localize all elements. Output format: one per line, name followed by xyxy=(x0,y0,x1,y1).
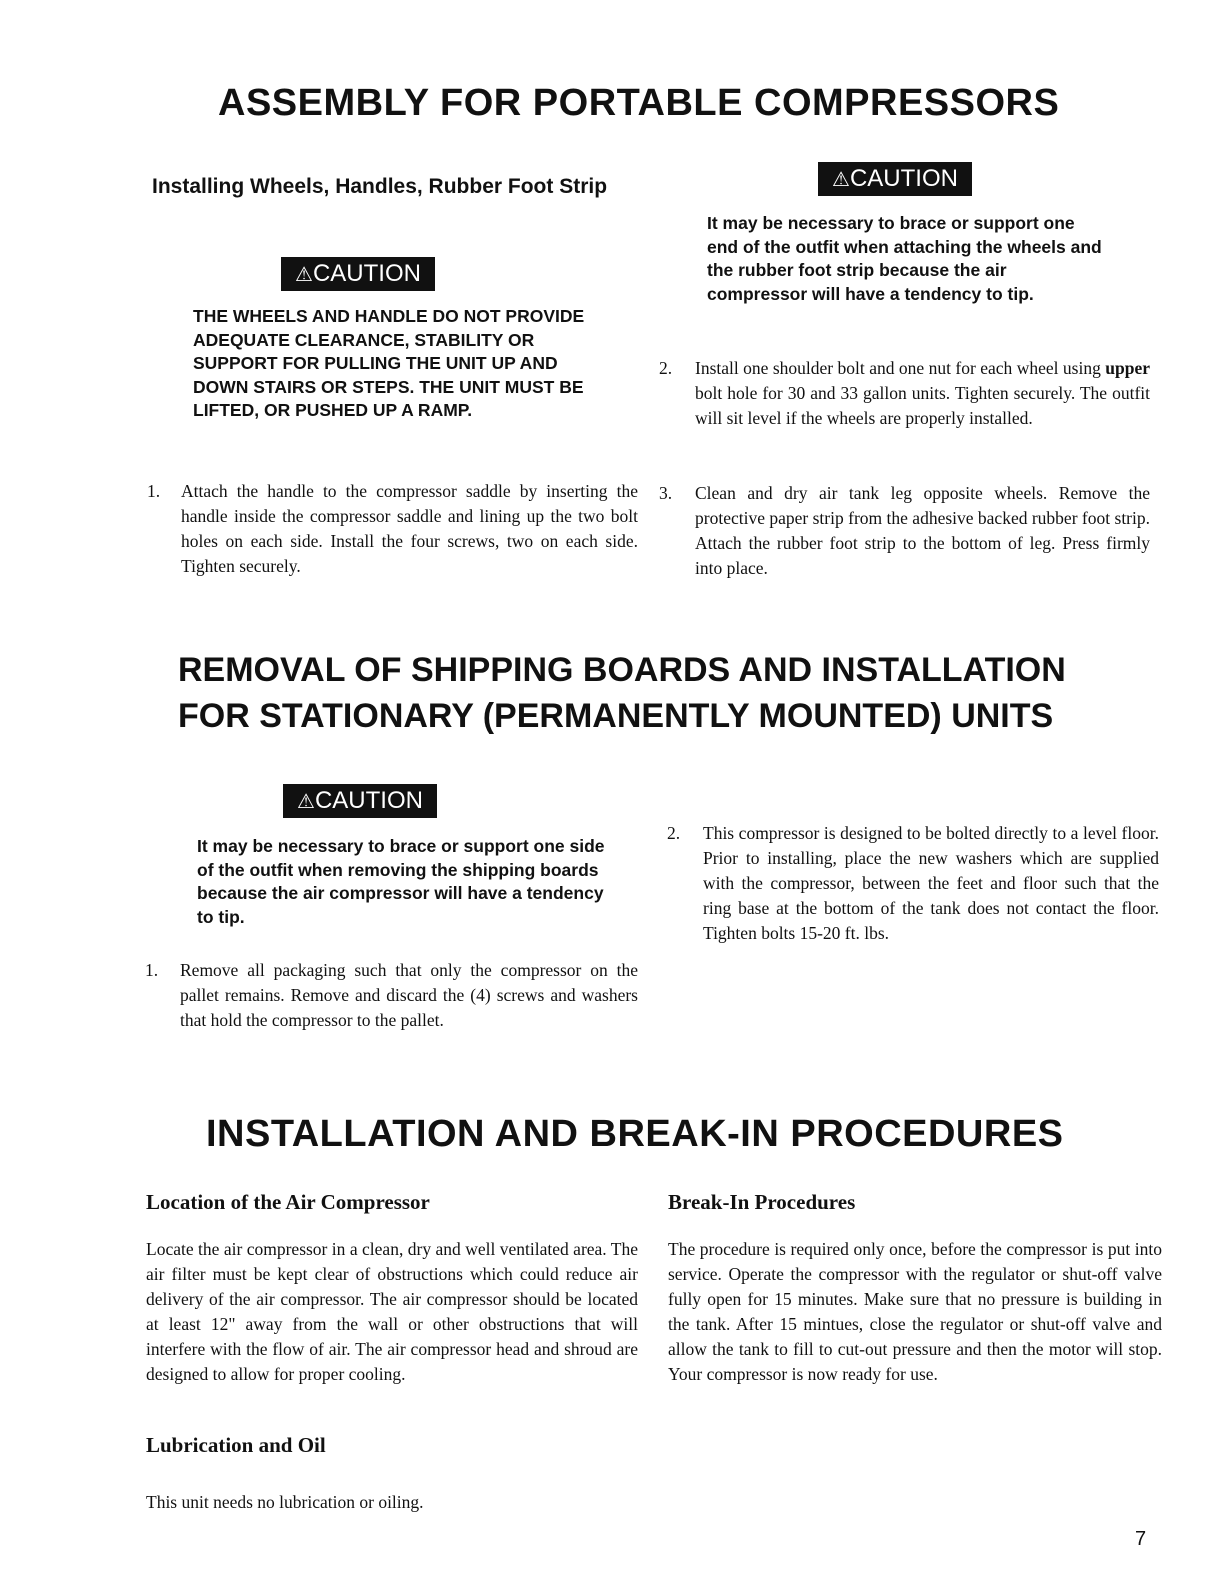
warning-triangle-icon: ⚠ xyxy=(295,264,313,286)
step-number: 3. xyxy=(659,483,673,503)
warning-triangle-icon: ⚠ xyxy=(832,169,850,191)
step-text-part: bolt hole for 30 and 33 gallon units. Tighten securely. The outfit will sit level if the wheels are properly installed. xyxy=(695,383,1150,428)
step-text: Attach the handle to the compressor saddle by inserting the handle inside the compressor saddle and lining up the two bolt holes on each side. Install the four screws, two on each side. Tighten securely. xyxy=(181,481,638,576)
location-paragraph: Locate the air compressor in a clean, dry and well ventilated area. The air filter must be kept clear of obstructions which could reduce air delivery of the air compressor. The air compressor should be located at least 12" away from the wall or other obstructions that will interfere with the flow of air. The air compressor head and shroud are designed to allow for proper cooling. xyxy=(146,1239,638,1384)
step-text: Clean and dry air tank leg opposite wheels. Remove the protective paper strip from the adhesive backed rubber foot strip. Attach the rubber foot strip to the bottom of leg. Press firmly into place. xyxy=(695,483,1150,578)
caution-text-left: THE WHEELS AND HANDLE DO NOT PROVIDE ADEQUATE CLEARANCE, STABILITY OR SUPPORT FOR PULLING THE UNIT UP AND DOWN STAIRS OR STEPS. THE UNIT MUST BE LIFTED, OR PUSHED UP A RAMP. xyxy=(193,306,585,420)
caution-label: CAUTION xyxy=(312,260,421,287)
caution-text-stationary: It may be necessary to brace or support one side of the outfit when removing the shipping boards because the air compressor will have a tendency to tip. xyxy=(197,836,605,927)
assembly-heading: ASSEMBLY FOR PORTABLE COMPRESSORS xyxy=(218,82,1060,124)
step-text: Remove all packaging such that only the compressor on the pallet remains. Remove and discard the (4) screws and washers that hold the compressor to the pallet. xyxy=(180,960,638,1030)
removal-heading-line2: FOR STATIONARY (PERMANENTLY MOUNTED) UNITS xyxy=(178,697,1054,735)
lubrication-paragraph: This unit needs no lubrication or oiling. xyxy=(146,1492,424,1512)
caution-badge-right xyxy=(818,162,972,196)
breakin-paragraph: The procedure is required only once, before the compressor is put into service. Operate the compressor with the regulator or shut-off valve fully open for 15 minutes. Make sure that no pressure is building in the tank. After 15 mintues, close the regulator or shut-off valve and allow the tank to fill to cut-out pressure and then the motor will stop. Your compressor is now ready for use. xyxy=(668,1239,1162,1384)
caution-badge-stationary xyxy=(283,784,437,818)
step-text: This compressor is designed to be bolted directly to a level floor. Prior to installing, place the new washers which are supplied with the compressor, between the feet and floor such that the ring base at the bottom of the tank does not contact the floor. Tighten bolts 15-20 ft. lbs. xyxy=(703,823,1159,943)
step-number: 2. xyxy=(667,823,681,843)
caution-badge-left xyxy=(281,257,435,291)
caution-label: CAUTION xyxy=(849,165,958,192)
step-text-part: Install one shoulder bolt and one nut for each wheel using xyxy=(695,358,1101,378)
removal-heading-line1: REMOVAL OF SHIPPING BOARDS AND INSTALLATION xyxy=(178,651,1066,689)
installation-heading: INSTALLATION AND BREAK-IN PROCEDURES xyxy=(206,1113,1064,1155)
caution-label: CAUTION xyxy=(314,787,423,814)
warning-triangle-icon: ⚠ xyxy=(297,791,315,813)
lubrication-subheading: Lubrication and Oil xyxy=(146,1433,326,1457)
caution-text-right: It may be necessary to brace or support one end of the outfit when attaching the wheels and the rubber foot strip because the air compressor will have a tendency to tip. xyxy=(707,213,1102,304)
step-number: 1. xyxy=(145,960,159,980)
page-number: 7 xyxy=(1135,1528,1147,1550)
installing-wheels-subheading: Installing Wheels, Handles, Rubber Foot Strip xyxy=(152,175,608,198)
step-text xyxy=(695,356,1150,431)
location-subheading: Location of the Air Compressor xyxy=(146,1190,430,1214)
step-number: 1. xyxy=(147,481,161,501)
step-number: 2. xyxy=(659,358,673,378)
breakin-subheading: Break-In Procedures xyxy=(668,1190,856,1214)
upper-emphasis: upper xyxy=(1105,358,1151,378)
